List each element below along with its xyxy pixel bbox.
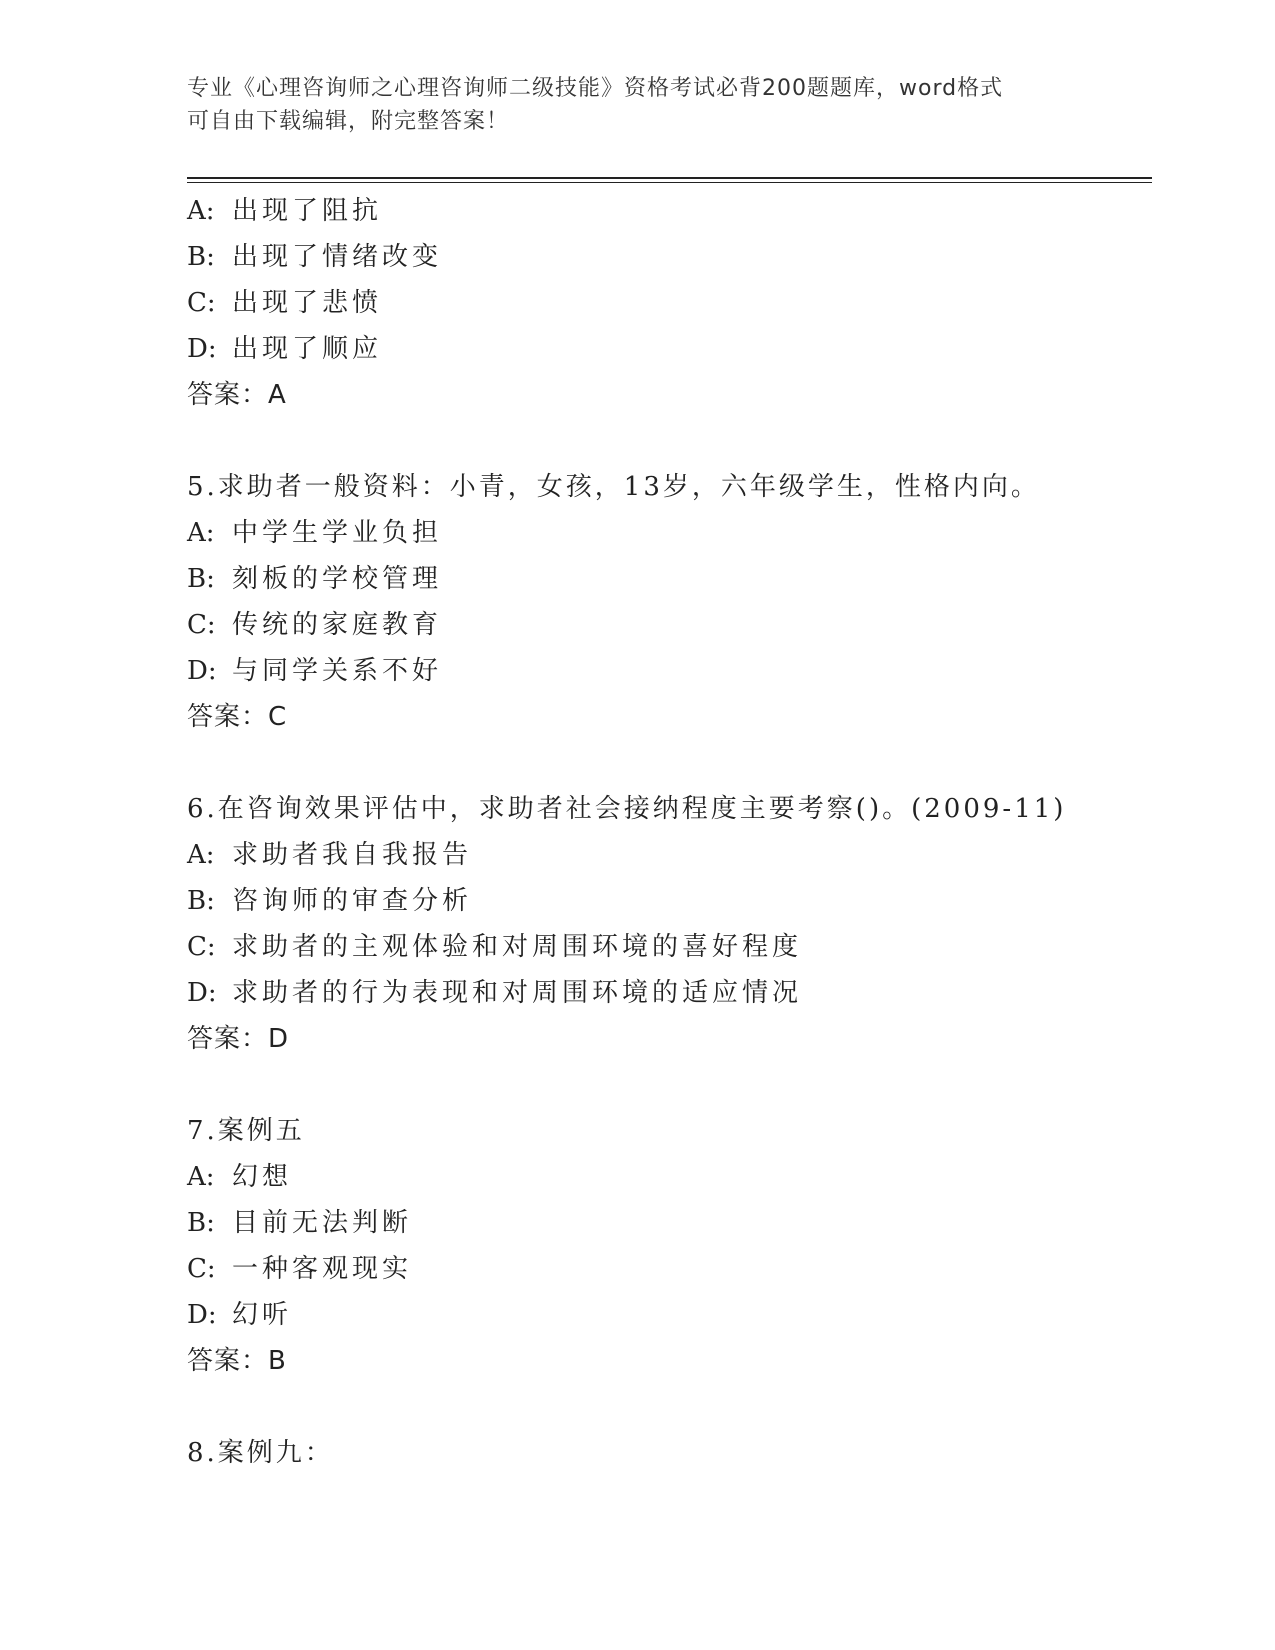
option-label: D:	[187, 978, 217, 1008]
option-label: C:	[187, 1254, 216, 1284]
option-c	[187, 924, 1147, 970]
option-text: 求助者的主观体验和对周围环境的喜好程度	[232, 932, 803, 962]
answer-line: 答案：B	[187, 1346, 287, 1376]
answer-line: 答案：D	[187, 1024, 290, 1054]
option-label: C:	[187, 288, 216, 318]
option-text: 幻想	[232, 1162, 293, 1192]
option-c	[187, 1246, 1147, 1292]
option-b	[187, 556, 1147, 602]
question-8	[187, 1430, 1147, 1476]
option-label: A:	[187, 196, 215, 226]
question-6	[187, 786, 1147, 1062]
option-d	[187, 1292, 1147, 1338]
option-label: A:	[187, 518, 215, 548]
question-stem: 7.案例五	[187, 1116, 305, 1146]
option-label: A:	[187, 840, 215, 870]
option-label: D:	[187, 334, 217, 364]
option-label: B:	[187, 886, 215, 916]
option-text: 出现了情绪改变	[232, 242, 443, 272]
header-divider-thin	[187, 182, 1152, 183]
header-divider-thick	[187, 177, 1152, 179]
question-4	[187, 188, 1147, 418]
option-a	[187, 510, 1147, 556]
option-label: D:	[187, 1300, 217, 1330]
option-d	[187, 326, 1147, 372]
option-text: 出现了顺应	[232, 334, 383, 364]
option-text: 与同学关系不好	[232, 656, 443, 686]
header-line-2: 可自由下载编辑，附完整答案！	[187, 109, 510, 134]
question-stem: 5.求助者一般资料：小青，女孩，13岁，六年级学生，性格内向。	[187, 472, 1040, 502]
option-a	[187, 1154, 1147, 1200]
option-label: B:	[187, 242, 215, 272]
spacer	[187, 1384, 1147, 1430]
option-text: 求助者我自我报告	[232, 840, 473, 870]
option-a	[187, 188, 1147, 234]
spacer	[187, 1062, 1147, 1108]
option-text: 幻听	[232, 1300, 293, 1330]
answer-line: 答案：C	[187, 702, 288, 732]
option-b	[187, 1200, 1147, 1246]
document-header	[187, 72, 1067, 138]
option-label: B:	[187, 1208, 215, 1238]
option-text: 咨询师的审查分析	[232, 886, 473, 916]
option-label: D:	[187, 656, 217, 686]
option-label: B:	[187, 564, 215, 594]
option-text: 传统的家庭教育	[232, 610, 443, 640]
header-line-1: 专业《心理咨询师之心理咨询师二级技能》资格考试必背200题题库，word格式	[187, 76, 1004, 101]
question-7	[187, 1108, 1147, 1384]
option-text: 出现了阻抗	[232, 196, 383, 226]
option-text: 中学生学业负担	[232, 518, 443, 548]
answer-line: 答案：A	[187, 380, 287, 410]
option-text: 出现了悲愤	[232, 288, 383, 318]
option-label: C:	[187, 932, 216, 962]
option-text: 刻板的学校管理	[232, 564, 443, 594]
option-b	[187, 878, 1147, 924]
option-text: 求助者的行为表现和对周围环境的适应情况	[232, 978, 803, 1008]
option-d	[187, 970, 1147, 1016]
question-5	[187, 464, 1147, 740]
question-stem: 6.在咨询效果评估中，求助者社会接纳程度主要考察()。(2009-11)	[187, 794, 1067, 824]
option-label: A:	[187, 1162, 215, 1192]
spacer	[187, 418, 1147, 464]
question-list	[187, 188, 1147, 1476]
option-text: 目前无法判断	[232, 1208, 413, 1238]
option-c	[187, 602, 1147, 648]
question-stem: 8.案例九：	[187, 1438, 334, 1468]
option-a	[187, 832, 1147, 878]
option-label: C:	[187, 610, 216, 640]
option-d	[187, 648, 1147, 694]
spacer	[187, 740, 1147, 786]
option-b	[187, 234, 1147, 280]
option-text: 一种客观现实	[232, 1254, 413, 1284]
option-c	[187, 280, 1147, 326]
